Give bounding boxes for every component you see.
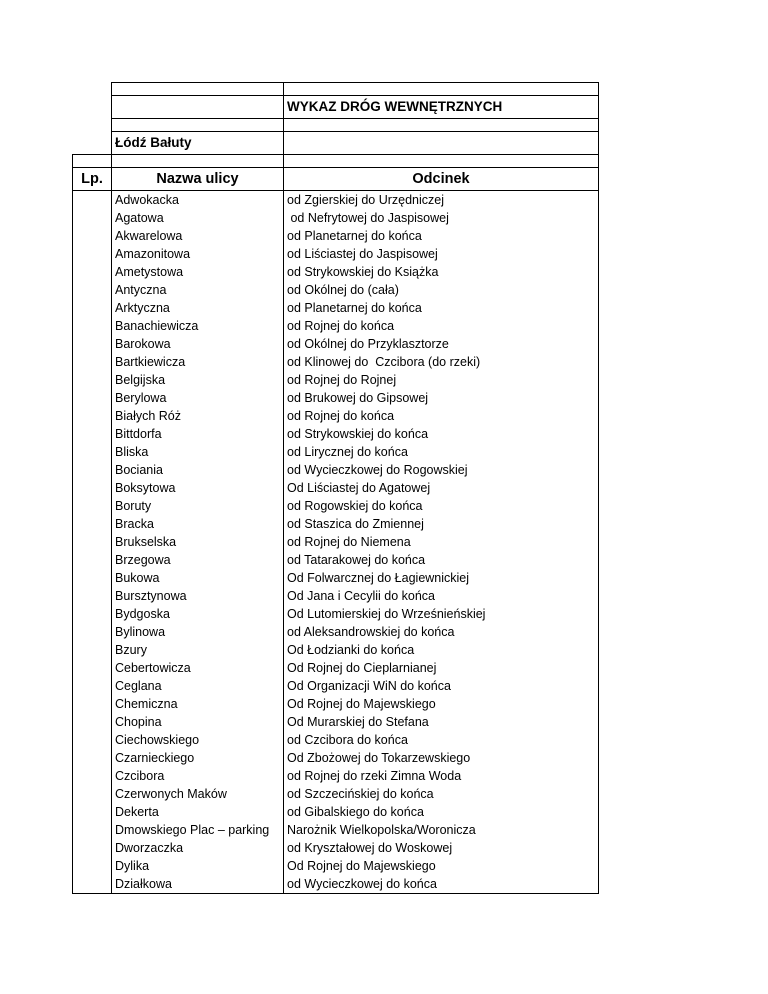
lp-cell <box>73 443 112 461</box>
table-row <box>73 317 599 335</box>
section-cell: od Wycieczkowej do Rogowskiej <box>284 461 599 479</box>
street-name-cell: Bydgoska <box>112 605 284 623</box>
street-name-cell: Dworzaczka <box>112 839 284 857</box>
lp-cell <box>73 479 112 497</box>
section-cell: od Rojnej do Niemena <box>284 533 599 551</box>
section-cell: od Okólnej do Przyklasztorze <box>284 335 599 353</box>
table-row <box>73 857 599 875</box>
section-cell: od Kryształowej do Woskowej <box>284 839 599 857</box>
lp-cell <box>73 425 112 443</box>
lp-cell <box>73 263 112 281</box>
street-name-cell: Boruty <box>112 497 284 515</box>
table-row <box>73 659 599 677</box>
section-cell: od Gibalskiego do końca <box>284 803 599 821</box>
table-row <box>73 803 599 821</box>
table-row <box>73 425 599 443</box>
lp-cell <box>73 281 112 299</box>
table-row <box>73 479 599 497</box>
table-row <box>73 623 599 641</box>
street-table <box>72 82 599 894</box>
lp-cell <box>73 749 112 767</box>
section-cell: Od Folwarcznej do Łagiewnickiej <box>284 569 599 587</box>
street-name-cell: Bukowa <box>112 569 284 587</box>
street-list-sheet <box>72 82 599 894</box>
street-name-cell: Bursztynowa <box>112 587 284 605</box>
column-header-section: Odcinek <box>284 168 599 191</box>
street-name-cell: Berylowa <box>112 389 284 407</box>
table-row <box>73 767 599 785</box>
street-name-cell: Belgijska <box>112 371 284 389</box>
lp-cell <box>73 533 112 551</box>
section-cell: Od Liściastej do Agatowej <box>284 479 599 497</box>
street-name-cell: Bzury <box>112 641 284 659</box>
street-name-cell: Bociania <box>112 461 284 479</box>
street-name-cell: Arktyczna <box>112 299 284 317</box>
lp-cell <box>73 767 112 785</box>
section-cell: od Liściastej do Jaspisowej <box>284 245 599 263</box>
street-name-cell: Czarnieckiego <box>112 749 284 767</box>
table-row <box>73 641 599 659</box>
header-row <box>73 168 599 191</box>
street-name-cell: Bylinowa <box>112 623 284 641</box>
table-row <box>73 515 599 533</box>
lp-cell <box>73 227 112 245</box>
spacer-row <box>73 83 599 96</box>
section-cell: Od Rojnej do Majewskiego <box>284 857 599 875</box>
section-cell: od Rojnej do Rojnej <box>284 371 599 389</box>
section-cell: Od Zbożowej do Tokarzewskiego <box>284 749 599 767</box>
district-row <box>73 132 599 155</box>
street-name-cell: Cebertowicza <box>112 659 284 677</box>
section-cell: od Rogowskiej do końca <box>284 497 599 515</box>
section-cell: od Lirycznej do końca <box>284 443 599 461</box>
section-cell: Od Jana i Cecylii do końca <box>284 587 599 605</box>
lp-cell <box>73 857 112 875</box>
spacer-row <box>73 155 599 168</box>
district-label: Łódź Bałuty <box>112 132 284 155</box>
lp-cell <box>73 407 112 425</box>
table-row <box>73 245 599 263</box>
street-name-cell: Dylika <box>112 857 284 875</box>
lp-cell <box>73 245 112 263</box>
table-row <box>73 461 599 479</box>
table-row <box>73 227 599 245</box>
table-row <box>73 875 599 894</box>
section-cell: Od Lutomierskiej do Wrześnieńskiej <box>284 605 599 623</box>
section-cell: od Nefrytowej do Jaspisowej <box>284 209 599 227</box>
lp-cell <box>73 569 112 587</box>
section-cell: od Rojnej do końca <box>284 317 599 335</box>
street-name-cell: Brukselska <box>112 533 284 551</box>
table-row <box>73 731 599 749</box>
street-name-cell: Banachiewicza <box>112 317 284 335</box>
lp-cell <box>73 875 112 894</box>
street-name-cell: Akwarelowa <box>112 227 284 245</box>
table-row <box>73 389 599 407</box>
table-row <box>73 695 599 713</box>
lp-cell <box>73 677 112 695</box>
table-row <box>73 497 599 515</box>
lp-cell <box>73 515 112 533</box>
document-title: WYKAZ DRÓG WEWNĘTRZNYCH <box>284 96 599 119</box>
street-name-cell: Antyczna <box>112 281 284 299</box>
street-name-cell: Brzegowa <box>112 551 284 569</box>
section-cell: od Klinowej do Czcibora (do rzeki) <box>284 353 599 371</box>
street-name-cell: Ametystowa <box>112 263 284 281</box>
table-row <box>73 371 599 389</box>
section-cell: od Staszica do Zmiennej <box>284 515 599 533</box>
column-header-lp: Lp. <box>73 168 112 191</box>
section-cell: Narożnik Wielkopolska/Woronicza <box>284 821 599 839</box>
lp-cell <box>73 317 112 335</box>
section-cell: Od Łodzianki do końca <box>284 641 599 659</box>
table-row <box>73 407 599 425</box>
lp-cell <box>73 335 112 353</box>
table-row <box>73 335 599 353</box>
street-name-cell: Dmowskiego Plac – parking <box>112 821 284 839</box>
table-row <box>73 353 599 371</box>
street-name-cell: Amazonitowa <box>112 245 284 263</box>
column-header-name: Nazwa ulicy <box>112 168 284 191</box>
lp-cell <box>73 839 112 857</box>
street-name-cell: Chopina <box>112 713 284 731</box>
lp-cell <box>73 587 112 605</box>
title-row <box>73 96 599 119</box>
section-cell: Od Rojnej do Majewskiego <box>284 695 599 713</box>
section-cell: od Strykowskiej do końca <box>284 425 599 443</box>
table-row <box>73 191 599 210</box>
lp-cell <box>73 605 112 623</box>
street-name-cell: Barokowa <box>112 335 284 353</box>
table-row <box>73 785 599 803</box>
section-cell: Od Rojnej do Cieplarnianej <box>284 659 599 677</box>
street-name-cell: Czerwonych Maków <box>112 785 284 803</box>
section-cell: od Planetarnej do końca <box>284 299 599 317</box>
section-cell: Od Organizacji WiN do końca <box>284 677 599 695</box>
section-cell: od Wycieczkowej do końca <box>284 875 599 894</box>
table-row <box>73 839 599 857</box>
table-row <box>73 533 599 551</box>
table-row <box>73 749 599 767</box>
lp-cell <box>73 461 112 479</box>
street-name-cell: Bracka <box>112 515 284 533</box>
table-row <box>73 569 599 587</box>
table-row <box>73 551 599 569</box>
lp-cell <box>73 821 112 839</box>
street-name-cell: Bartkiewicza <box>112 353 284 371</box>
table-row <box>73 605 599 623</box>
lp-cell <box>73 623 112 641</box>
spacer-row <box>73 119 599 132</box>
street-name-cell: Działkowa <box>112 875 284 894</box>
lp-cell <box>73 299 112 317</box>
section-cell: od Rojnej do rzeki Zimna Woda <box>284 767 599 785</box>
table-row <box>73 587 599 605</box>
street-name-cell: Bittdorfa <box>112 425 284 443</box>
lp-cell <box>73 713 112 731</box>
lp-cell <box>73 209 112 227</box>
lp-cell <box>73 353 112 371</box>
table-row <box>73 263 599 281</box>
street-name-cell: Dekerta <box>112 803 284 821</box>
table-row <box>73 821 599 839</box>
lp-cell <box>73 695 112 713</box>
lp-cell <box>73 641 112 659</box>
lp-cell <box>73 659 112 677</box>
section-cell: od Planetarnej do końca <box>284 227 599 245</box>
lp-cell <box>73 389 112 407</box>
lp-cell <box>73 803 112 821</box>
section-cell: od Szczecińskiej do końca <box>284 785 599 803</box>
lp-cell <box>73 785 112 803</box>
street-name-cell: Chemiczna <box>112 695 284 713</box>
section-cell: od Tatarakowej do końca <box>284 551 599 569</box>
lp-cell <box>73 731 112 749</box>
table-row <box>73 299 599 317</box>
section-cell: od Rojnej do końca <box>284 407 599 425</box>
table-row <box>73 677 599 695</box>
lp-cell <box>73 371 112 389</box>
section-cell: od Czcibora do końca <box>284 731 599 749</box>
section-cell: Od Murarskiej do Stefana <box>284 713 599 731</box>
lp-cell <box>73 497 112 515</box>
table-row <box>73 713 599 731</box>
street-name-cell: Bliska <box>112 443 284 461</box>
street-name-cell: Czcibora <box>112 767 284 785</box>
section-cell: od Zgierskiej do Urzędniczej <box>284 191 599 210</box>
lp-cell <box>73 551 112 569</box>
street-name-cell: Białych Róż <box>112 407 284 425</box>
section-cell: od Aleksandrowskiej do końca <box>284 623 599 641</box>
section-cell: od Okólnej do (cała) <box>284 281 599 299</box>
lp-cell <box>73 191 112 210</box>
table-row <box>73 209 599 227</box>
street-name-cell: Ceglana <box>112 677 284 695</box>
street-name-cell: Boksytowa <box>112 479 284 497</box>
table-row <box>73 281 599 299</box>
table-row <box>73 443 599 461</box>
street-name-cell: Adwokacka <box>112 191 284 210</box>
section-cell: od Brukowej do Gipsowej <box>284 389 599 407</box>
street-name-cell: Agatowa <box>112 209 284 227</box>
section-cell: od Strykowskiej do Książka <box>284 263 599 281</box>
street-name-cell: Ciechowskiego <box>112 731 284 749</box>
